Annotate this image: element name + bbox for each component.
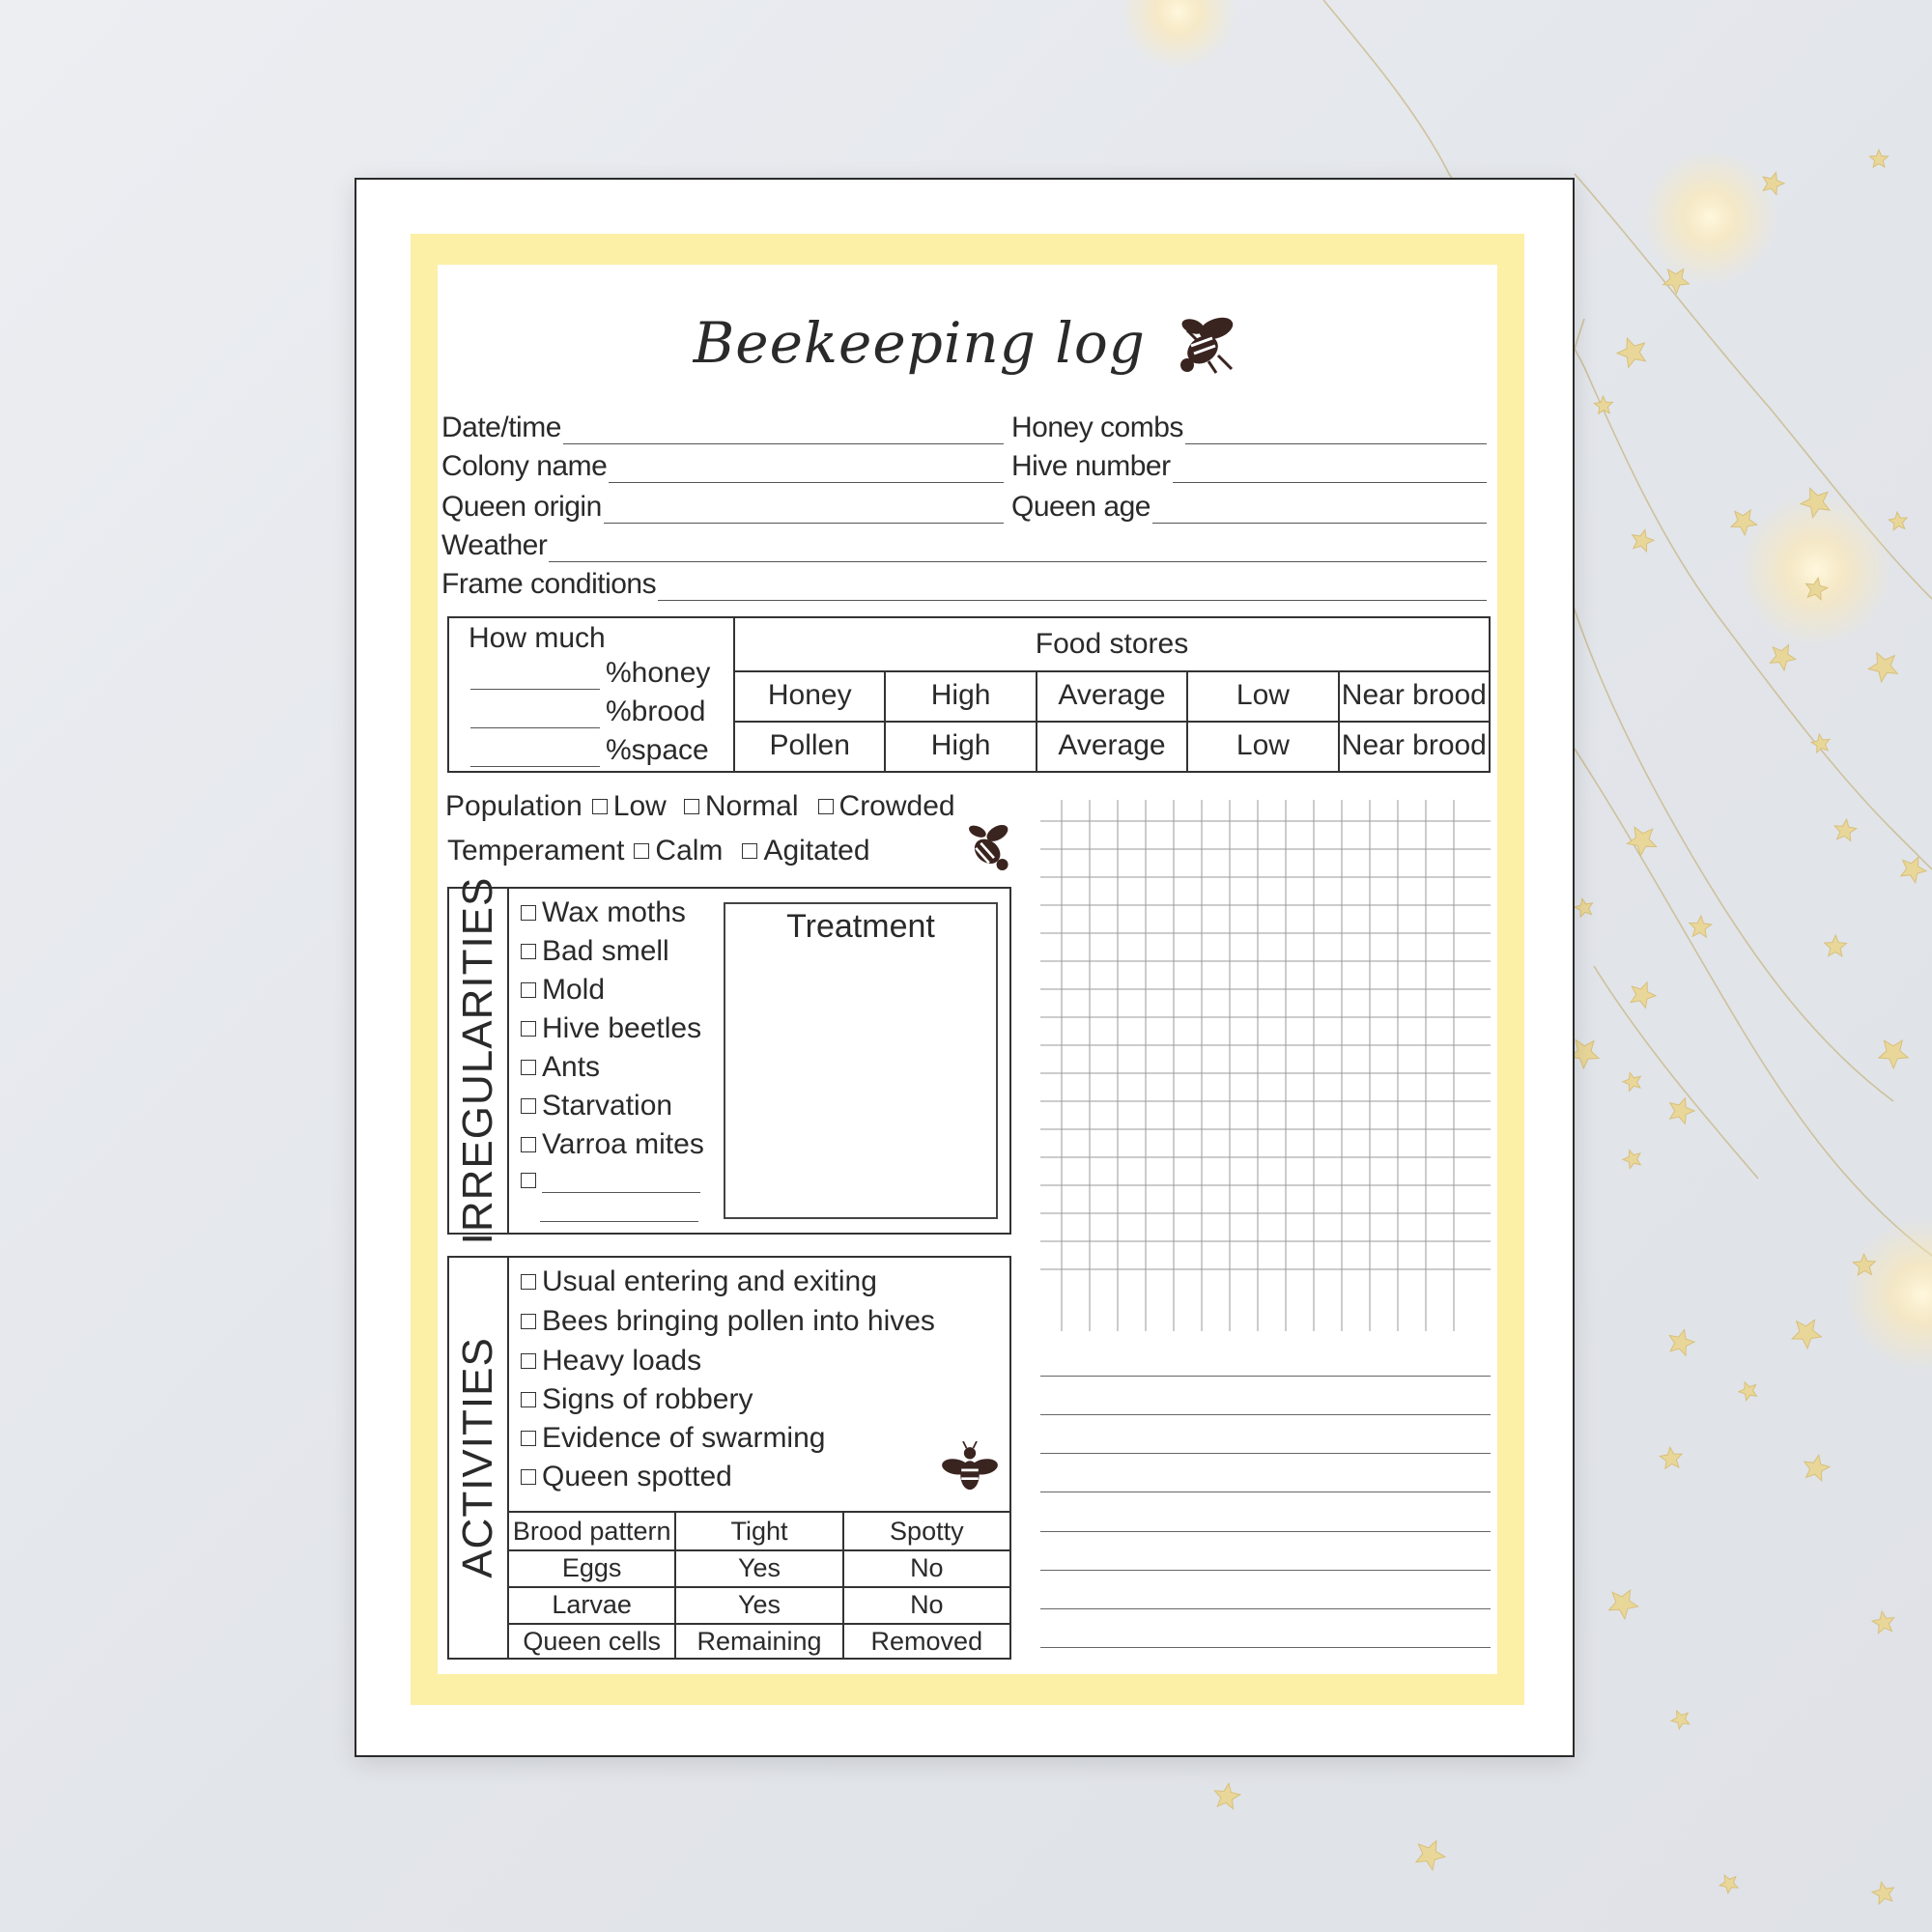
- checkbox-icon[interactable]: [521, 1314, 536, 1329]
- star-decoration: [1739, 1382, 1757, 1401]
- food-cell[interactable]: Near brood: [1341, 679, 1487, 711]
- checkbox-icon[interactable]: [742, 843, 757, 859]
- irregularities-section: [447, 876, 1011, 1245]
- star-decoration: [1872, 1611, 1894, 1634]
- star-decoration: [1804, 1455, 1830, 1481]
- frame-conditions-field[interactable]: [441, 562, 1487, 601]
- how-much-section: [449, 618, 735, 771]
- star-decoration: [1770, 645, 1795, 670]
- food-cell[interactable]: Near brood: [1341, 729, 1487, 761]
- activities-section: [447, 1256, 1011, 1660]
- checkbox-icon[interactable]: [521, 982, 536, 998]
- activity-label: Usual entering and exiting: [542, 1265, 877, 1297]
- activity-signs-of-robbery[interactable]: [521, 1383, 753, 1416]
- brood-cell[interactable]: Remaining: [676, 1623, 843, 1660]
- log-sheet: [355, 178, 1575, 1757]
- notes-line[interactable]: [1040, 1608, 1491, 1609]
- checkbox-icon[interactable]: [521, 905, 536, 921]
- brood-row: [509, 1549, 1009, 1588]
- checkbox-icon[interactable]: [521, 1431, 536, 1446]
- how-much-title: How much: [469, 622, 606, 654]
- notes-line[interactable]: [1040, 1570, 1491, 1571]
- notes-line[interactable]: [1040, 1414, 1491, 1415]
- brood-cell[interactable]: No: [910, 1553, 944, 1582]
- activity-bringing-pollen[interactable]: [521, 1305, 935, 1338]
- yellow-frame: [411, 234, 1524, 1705]
- checkbox-icon[interactable]: [684, 799, 699, 814]
- brood-row: [509, 1623, 1009, 1660]
- star-decoration: [1792, 1320, 1821, 1349]
- star-decoration: [1609, 1590, 1638, 1619]
- food-cell[interactable]: High: [886, 670, 1037, 721]
- star-decoration: [1633, 529, 1654, 552]
- sketch-grid[interactable]: [1040, 800, 1491, 1331]
- checkbox-icon[interactable]: [634, 843, 649, 859]
- date-time-field[interactable]: [441, 406, 1004, 444]
- activities-heading: [449, 1258, 509, 1658]
- bee-icon: [940, 1441, 1000, 1497]
- star-decoration: [1811, 734, 1830, 753]
- brood-table: [509, 1511, 1009, 1660]
- food-cell[interactable]: Average: [1037, 670, 1188, 721]
- brood-cell[interactable]: Yes: [676, 1586, 843, 1623]
- bee-icon: [959, 819, 1017, 875]
- checkbox-icon[interactable]: [818, 799, 834, 814]
- irregularity-ants[interactable]: [521, 1051, 600, 1084]
- temperament-label: Temperament: [447, 835, 625, 867]
- activity-label: Bees bringing pollen into hives: [542, 1305, 935, 1337]
- checkbox-icon[interactable]: [521, 1060, 536, 1075]
- notes-line[interactable]: [1040, 1531, 1491, 1532]
- irregularity-bad-smell[interactable]: [521, 935, 669, 968]
- irregularity-varroa-mites[interactable]: [521, 1128, 704, 1161]
- weather-label: Weather: [441, 529, 548, 561]
- checkbox-icon[interactable]: [521, 1353, 536, 1369]
- food-cell[interactable]: Average: [1037, 721, 1188, 771]
- form-panel: [438, 265, 1497, 1674]
- star-decoration: [1901, 857, 1926, 882]
- treatment-label: Treatment: [786, 908, 935, 945]
- star-decoration: [1670, 1098, 1694, 1124]
- activity-label: Evidence of swarming: [542, 1422, 826, 1454]
- notes-line[interactable]: [1040, 1376, 1491, 1377]
- irregularity-other[interactable]: [521, 1167, 700, 1193]
- star-decoration: [1416, 1841, 1445, 1870]
- star-decoration: [1669, 1330, 1694, 1356]
- temperament-row: [447, 835, 870, 867]
- star-decoration: [1627, 827, 1656, 856]
- food-stores-header: Food stores: [735, 618, 1489, 672]
- star-decoration: [1631, 982, 1656, 1009]
- brood-row: [509, 1586, 1009, 1625]
- population-option-normal: Normal: [704, 790, 799, 822]
- star-decoration: [1215, 1783, 1240, 1808]
- star-decoration: [1623, 1072, 1640, 1091]
- colony-name-field[interactable]: [441, 444, 1004, 483]
- irregularities-heading-text: IRREGULARITIES: [454, 876, 501, 1245]
- brood-cell[interactable]: Spotty: [890, 1517, 964, 1546]
- hive-number-label: Hive number: [1011, 450, 1171, 482]
- activity-evidence-of-swarming[interactable]: [521, 1422, 825, 1455]
- space-percent-label: %space: [606, 734, 709, 766]
- irregularity-label: Bad smell: [542, 935, 669, 967]
- checkbox-icon[interactable]: [521, 1021, 536, 1037]
- brood-cell: Eggs: [509, 1549, 676, 1586]
- title-text: Beekeeping log: [693, 309, 1146, 376]
- activity-heavy-loads[interactable]: [521, 1345, 701, 1378]
- notes-line[interactable]: [1040, 1453, 1491, 1454]
- food-cell[interactable]: Low: [1188, 670, 1339, 721]
- other-blank[interactable]: [542, 1167, 700, 1193]
- food-stores-table: [447, 616, 1491, 773]
- food-row-pollen: [735, 721, 1489, 771]
- population-label: Population: [445, 790, 582, 822]
- other-blank-line[interactable]: [540, 1221, 698, 1222]
- population-option-low: Low: [612, 790, 667, 822]
- queen-origin-label: Queen origin: [441, 491, 602, 523]
- star-decoration: [1660, 1447, 1682, 1468]
- star-decoration: [1870, 150, 1889, 167]
- food-cell: Pollen: [735, 721, 886, 771]
- honey-combs-label: Honey combs: [1011, 412, 1183, 443]
- food-cell: Honey: [735, 670, 886, 721]
- star-decoration: [1879, 1040, 1909, 1068]
- star-decoration: [1671, 1711, 1690, 1729]
- irregularity-label: Ants: [542, 1051, 601, 1083]
- hive-number-field[interactable]: [1011, 444, 1487, 483]
- irregularity-label: Wax moths: [542, 896, 686, 928]
- checkbox-icon[interactable]: [521, 944, 536, 959]
- space-percent-field[interactable]: [470, 734, 731, 767]
- star-decoration: [1623, 1151, 1640, 1169]
- irregularities-heading: [449, 876, 509, 1245]
- food-row-honey: [735, 670, 1489, 723]
- irregularity-hive-beetles[interactable]: [521, 1012, 701, 1045]
- activity-label: Signs of robbery: [542, 1383, 753, 1415]
- irregularity-wax-moths[interactable]: [521, 896, 686, 929]
- checkbox-icon[interactable]: [521, 1469, 536, 1485]
- queen-origin-field[interactable]: [441, 485, 1004, 524]
- queen-age-field[interactable]: [1011, 485, 1487, 524]
- brood-cell[interactable]: Yes: [676, 1549, 843, 1586]
- star-decoration: [1719, 1875, 1738, 1893]
- temperament-option-calm: Calm: [655, 835, 724, 867]
- checkbox-icon[interactable]: [521, 1173, 536, 1188]
- activities-heading-text: ACTIVITIES: [454, 1337, 501, 1578]
- food-cell[interactable]: High: [886, 721, 1037, 771]
- brood-cell: Brood pattern: [509, 1513, 676, 1549]
- brood-cell[interactable]: Tight: [676, 1513, 843, 1549]
- frame-conditions-label: Frame conditions: [441, 568, 657, 600]
- checkbox-icon[interactable]: [521, 1392, 536, 1407]
- irregularity-label: Varroa mites: [542, 1128, 704, 1160]
- star-decoration: [1834, 819, 1857, 840]
- irregularity-label: Hive beetles: [542, 1012, 702, 1044]
- bee-icon: [1174, 311, 1241, 375]
- treatment-box[interactable]: [724, 902, 998, 1219]
- star-decoration: [1575, 898, 1593, 917]
- queen-age-label: Queen age: [1011, 491, 1151, 523]
- star-decoration: [1825, 935, 1847, 956]
- weather-field[interactable]: [441, 524, 1487, 562]
- food-stores-grid: [735, 618, 1489, 771]
- star-decoration: [1889, 512, 1907, 530]
- activity-usual-entering[interactable]: [521, 1265, 877, 1298]
- checkbox-icon[interactable]: [592, 799, 608, 814]
- brood-percent-label: %brood: [606, 696, 706, 727]
- activity-label: Heavy loads: [542, 1345, 702, 1377]
- star-decoration: [1617, 338, 1645, 367]
- irregularity-mold[interactable]: [521, 974, 605, 1007]
- honey-percent-field[interactable]: [470, 657, 731, 690]
- irregularity-label: Mold: [542, 974, 606, 1006]
- activity-queen-spotted[interactable]: [521, 1461, 732, 1493]
- brood-cell: Larvae: [509, 1586, 676, 1623]
- checkbox-icon[interactable]: [521, 1274, 536, 1290]
- brood-row: [509, 1513, 1009, 1551]
- date-time-label: Date/time: [441, 412, 561, 443]
- star-decoration: [1872, 1882, 1893, 1904]
- brood-cell[interactable]: No: [910, 1590, 944, 1619]
- star-decoration: [1690, 916, 1712, 937]
- colony-name-label: Colony name: [441, 450, 608, 482]
- activity-label: Queen spotted: [542, 1461, 732, 1492]
- temperament-option-agitated: Agitated: [763, 835, 870, 867]
- checkbox-icon[interactable]: [521, 1098, 536, 1114]
- brood-cell[interactable]: Removed: [870, 1627, 983, 1656]
- food-cell[interactable]: Low: [1188, 721, 1339, 771]
- brood-percent-field[interactable]: [470, 696, 731, 728]
- brood-cell: Queen cells: [509, 1623, 676, 1660]
- population-option-crowded: Crowded: [838, 790, 955, 822]
- honey-percent-label: %honey: [606, 657, 711, 689]
- star-decoration: [1868, 653, 1897, 682]
- checkbox-icon[interactable]: [521, 1137, 536, 1152]
- irregularity-label: Starvation: [542, 1090, 673, 1122]
- population-row: [445, 790, 955, 823]
- page-title: [438, 305, 1497, 376]
- notes-line[interactable]: [1040, 1647, 1491, 1648]
- honey-combs-field[interactable]: [1011, 406, 1487, 444]
- irregularity-starvation[interactable]: [521, 1090, 672, 1122]
